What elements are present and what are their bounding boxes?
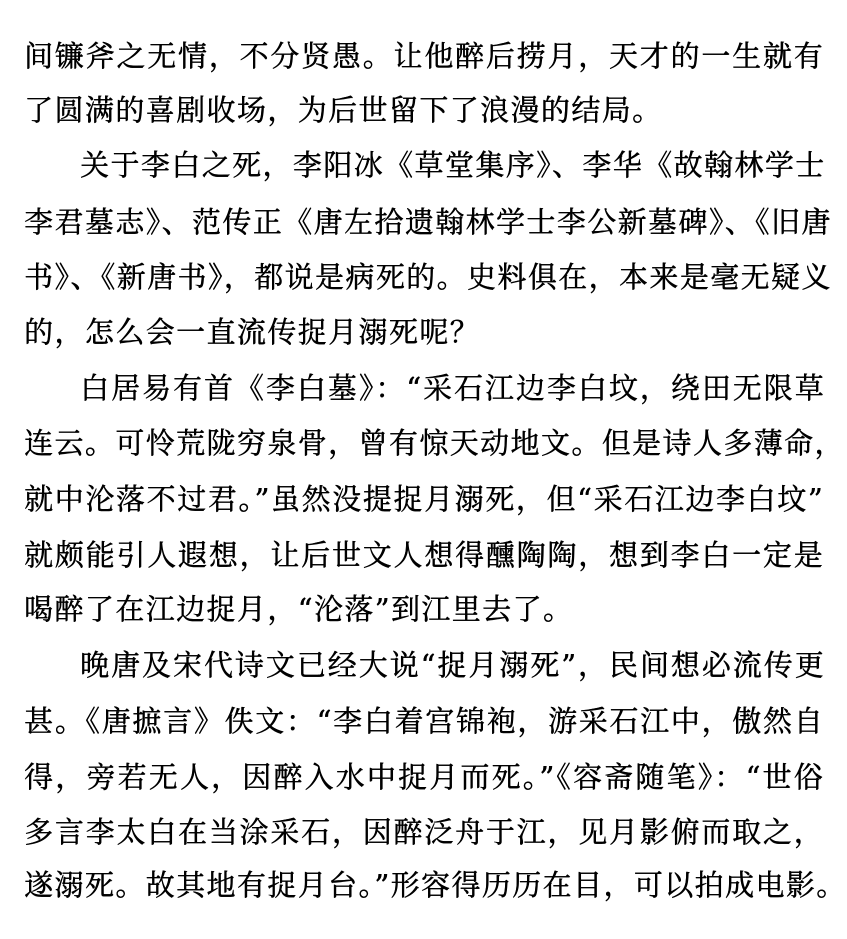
text-line-5: 书》、《新唐书》，都说是病死的。史料俱在，本来是毫无疑义 [24,260,832,294]
text-line-2: 了圆满的喜剧收场，为后世留下了浪漫的结局。 [24,93,663,127]
text-line-11: 喝醉了在江边捉月，“沦落”到江里去了。 [24,592,574,626]
paragraph-4-first-line: 晚唐及宋代诗文已经大说“捉月溺死”，民间想必流传更 [80,648,825,682]
text-line-16: 遂溺死。故其地有捉月台。”形容得历历在目，可以拍成电影。 [24,868,847,902]
text-line-6: 的，怎么会一直流传捉月溺死呢？ [24,315,481,349]
text-line-4: 李君墓志》、范传正《唐左拾遗翰林学士李公新墓碑》、《旧唐 [24,205,832,239]
paragraph-3-first-line: 白居易有首《李白墓》：“采石江边李白坟，绕田无限草 [80,371,825,405]
text-line-10: 就颇能引人遐想，让后世文人想得醺陶陶，想到李白一定是 [24,538,824,572]
paragraph-2-first-line: 关于李白之死，李阳冰《草堂集序》、李华《故翰林学士 [80,148,826,182]
text-line-15: 多言李太白在当涂采石，因醉泛舟于江，见月影俯而取之， [24,815,824,849]
text-line-14: 得，旁若无人，因醉入水中捉月而死。”《容斋随笔》：“世俗 [24,760,824,794]
text-line-13: 甚。《唐摭言》佚文：“李白着宫锦袍，游采石江中，傲然自 [24,704,824,738]
text-line-9: 就中沦落不过君。”虽然没提捉月溺死，但“采石江边李白坟” [24,482,824,516]
text-line-8: 连云。可怜荒陇穷泉骨，曾有惊天动地文。但是诗人多薄命， [24,426,845,460]
text-line-1: 间镰斧之无情，不分贤愚。让他醉后捞月，天才的一生就有 [24,39,824,73]
